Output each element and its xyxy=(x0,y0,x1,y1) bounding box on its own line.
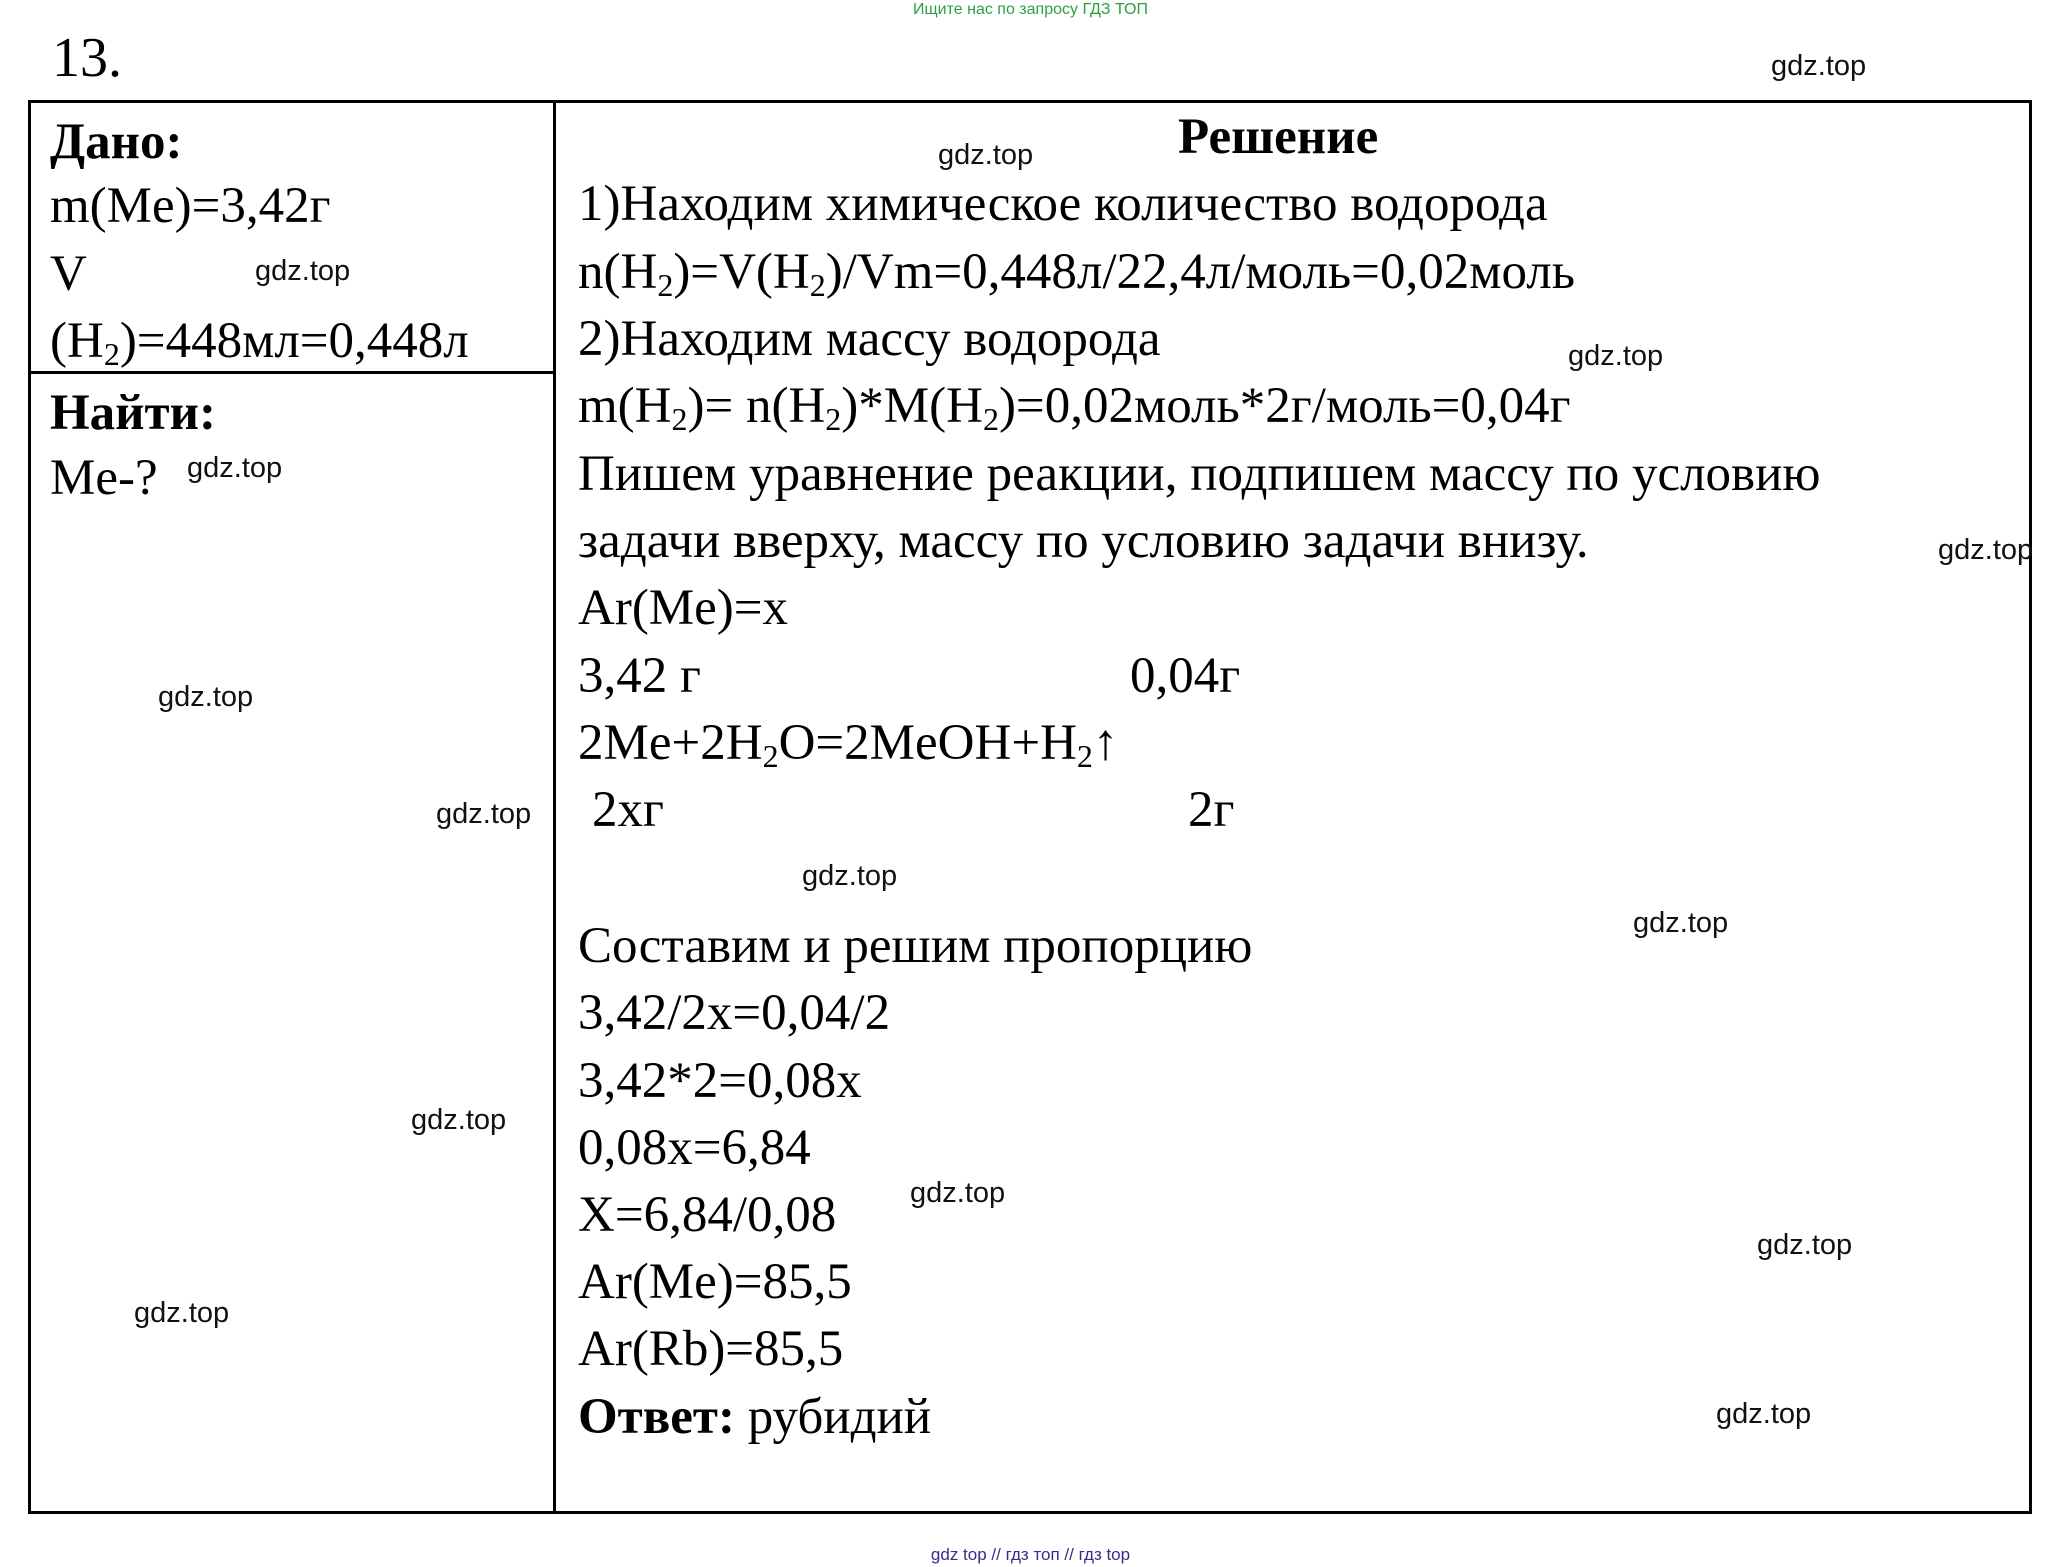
watermark: gdz.top xyxy=(187,452,283,484)
answer-value: рубидий xyxy=(734,1389,932,1445)
watermark: gdz.top xyxy=(1568,340,1664,372)
solution-eq1: $n(H_2)=V(H_2)/Vm=0,448л/22,4л/моль=0,02моль$ xyxy=(578,244,1576,303)
mass-above-hydrogen: 0,04г xyxy=(1130,648,1241,704)
watermark: gdz.top xyxy=(1757,1229,1853,1261)
mass-below-metal: 2хг xyxy=(592,782,664,838)
watermark: gdz.top xyxy=(1771,50,1867,82)
mass-above-metal: 3,42 г xyxy=(578,648,701,704)
solution-heading: Решение xyxy=(1178,109,1379,165)
watermark: gdz.top xyxy=(436,798,532,830)
solution-step2: 2)Находим массу водорода xyxy=(578,311,1161,367)
find-item: Me-? xyxy=(50,450,158,506)
column-divider xyxy=(553,100,556,1514)
watermark: gdz.top xyxy=(411,1104,507,1136)
top-banner-link[interactable]: Ищите нас по запросу ГДЗ ТОП xyxy=(913,1,1148,18)
watermark: gdz.top xyxy=(802,860,898,892)
footer-links[interactable]: gdz top // гдз топ // гдз top xyxy=(930,1545,1131,1564)
watermark: gdz.top xyxy=(938,139,1034,171)
given-mass: m(Me)=3,42г xyxy=(50,178,331,234)
task-number: 13. xyxy=(52,27,122,89)
reaction-equation: $2Me+2H_2O=2MeOH+H_2↑$ xyxy=(578,715,1119,774)
mass-below-hydrogen: 2г xyxy=(1188,782,1235,838)
watermark: gdz.top xyxy=(134,1297,230,1329)
watermark: gdz.top xyxy=(1938,534,2034,566)
proportion-line-6: Ar(Rb)=85,5 xyxy=(578,1321,844,1377)
watermark: gdz.top xyxy=(1716,1398,1812,1430)
answer xyxy=(578,1389,931,1445)
solution-eq2: $m(H_2)=$ $n(H_2)*M(H_2)=0,02моль*2г/моль=0,04г$ xyxy=(578,378,1571,437)
given-volume: $(H_2)=448мл=0,448л$ xyxy=(50,313,469,372)
solution-step1: 1)Находим химическое количество водорода xyxy=(578,176,1548,232)
watermark: gdz.top xyxy=(910,1177,1006,1209)
solution-ar-x: Ar(Me)=x xyxy=(578,580,789,636)
given-volume-label: V xyxy=(50,246,87,302)
proportion-line-5: Ar(Me)=85,5 xyxy=(578,1254,852,1310)
proportion-line-1: 3,42/2х=0,04/2 xyxy=(578,985,891,1041)
proportion-line-3: 0,08х=6,84 xyxy=(578,1120,811,1176)
proportion-line-2: 3,42*2=0,08х xyxy=(578,1053,862,1109)
proportion-line-4: Х=6,84/0,08 xyxy=(578,1187,837,1243)
watermark: gdz.top xyxy=(1633,907,1729,939)
answer-label: Ответ: xyxy=(578,1389,735,1445)
solution-text1: Пишем уравнение реакции, подпишем массу по условию xyxy=(578,446,1821,502)
solution-text2: задачи вверху, массу по условию задачи внизу. xyxy=(578,513,1589,569)
find-heading: Найти: xyxy=(50,385,216,441)
proportion-title: Составим и решим пропорцию xyxy=(578,918,1253,974)
watermark: gdz.top xyxy=(255,255,351,287)
given-heading: Дано: xyxy=(50,114,183,170)
watermark: gdz.top xyxy=(158,681,254,713)
